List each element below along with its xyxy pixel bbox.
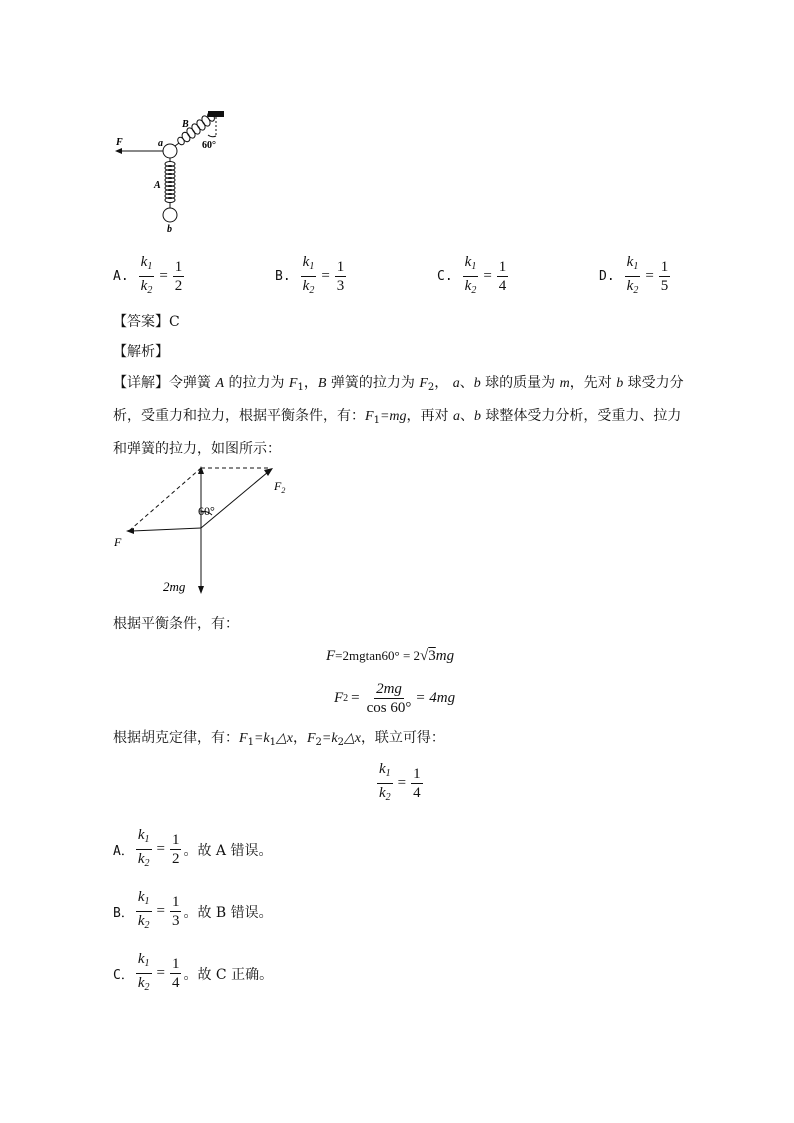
option-1: [275, 253, 348, 300]
conclusion-right-fraction: [170, 831, 182, 868]
fraction-denominator: 4: [413, 785, 421, 801]
conclusion-2: [113, 950, 273, 997]
conclusion-left-fraction: [136, 888, 152, 935]
var-b: b: [616, 376, 624, 391]
label-F2: $F_2$: [274, 479, 286, 495]
fraction-numerator: $k_1$: [136, 888, 152, 912]
hooke-text: 根据胡克定律，有：: [113, 730, 239, 746]
label-B: B: [182, 119, 189, 130]
formula2-lhs: F: [334, 690, 344, 706]
ball-b: [163, 208, 177, 222]
option-2: [437, 253, 510, 300]
conclusion-0: [113, 826, 272, 873]
option-3: [599, 253, 672, 300]
var-F1: F: [239, 731, 248, 746]
subscript: 1: [373, 415, 380, 426]
conclusion-letter: B．: [113, 906, 134, 921]
conclusion-letter: C．: [113, 968, 134, 983]
detail-text: 、: [459, 408, 474, 424]
angle-label-2: 60°: [198, 504, 215, 518]
spring-a-coil: [165, 158, 175, 208]
equals-sign: =: [321, 268, 330, 284]
sqrt-symbol: √: [420, 648, 429, 664]
fraction-numerator: 1: [498, 259, 507, 275]
conclusion-text: 。故 C 正确。: [183, 966, 274, 983]
ball-a: [163, 144, 177, 158]
fraction-denominator: $k_2$: [302, 278, 315, 296]
fraction-numerator: $k_1$: [139, 253, 155, 277]
option-letter: B.: [275, 269, 291, 284]
hooke-line: [113, 728, 445, 753]
fraction-numerator: 1: [660, 259, 669, 275]
fraction-numerator: 2mg: [376, 681, 402, 697]
label-b: b: [167, 224, 172, 234]
ceiling-block: [208, 111, 224, 117]
fraction-denominator: 5: [660, 278, 669, 294]
equals-sign: =: [483, 268, 492, 284]
fraction-numerator: $k_1$: [301, 253, 317, 277]
result-right-fraction: [411, 765, 423, 802]
var-F1: F: [365, 409, 374, 424]
fraction-denominator: 4: [171, 975, 180, 991]
fraction-denominator: $k_2$: [379, 785, 391, 803]
conclusion-right-fraction: [170, 893, 182, 930]
equals-sign: =: [156, 965, 165, 981]
detail-text: ，先对: [569, 375, 617, 391]
option-letter: D.: [599, 269, 615, 284]
delta-x: △x: [343, 731, 361, 746]
spring-ball-figure: [112, 108, 232, 234]
conclusion-left-fraction: [136, 826, 152, 873]
fraction-denominator: $k_2$: [140, 278, 153, 296]
fraction-numerator: $k_1$: [625, 253, 641, 277]
option-0: [113, 253, 186, 300]
label-A: A: [154, 180, 161, 191]
conclusion-left-fraction: [136, 950, 152, 997]
f2-vector: [201, 472, 268, 528]
fraction-denominator: $k_2$: [137, 975, 150, 993]
angle-label: 60°: [202, 140, 216, 151]
conclusion-1: [113, 888, 273, 935]
subscript: 2: [427, 382, 435, 393]
fraction-denominator: 2: [174, 278, 183, 294]
formula2-fraction: [365, 680, 414, 717]
formula1-mid: =2mgtan60° = 2: [335, 648, 421, 663]
detail-text: 弹簧的拉力为: [326, 375, 420, 391]
detail-text: 球受力分析，受重力和拉力，根据平衡条件，有：: [113, 375, 684, 424]
detail-paragraph: [113, 369, 685, 463]
label-a: a: [158, 138, 163, 149]
analysis-heading: 【解析】: [113, 344, 169, 360]
equals-sign: =: [159, 268, 168, 284]
equals-sign: =: [645, 268, 654, 284]
var-F1: F: [288, 376, 298, 391]
var-b: b: [473, 409, 481, 424]
subscript: 1: [247, 737, 254, 748]
force-diagram: [108, 460, 298, 602]
subscript: 2: [337, 737, 344, 748]
option-letter: A.: [113, 269, 129, 284]
f-vector: [132, 528, 201, 531]
subscript: 1: [269, 737, 276, 748]
formula-2: [334, 680, 455, 717]
detail-text: 、: [459, 375, 474, 391]
detail-text: 球整体受力分析，受重力、拉力和弹簧的拉力，如图所示：: [113, 408, 682, 457]
fraction-denominator: $k_2$: [464, 278, 477, 296]
label-F: F: [116, 137, 123, 148]
var-b: b: [473, 376, 481, 391]
var-F2: F: [306, 731, 316, 746]
fraction-numerator: $k_1$: [136, 950, 152, 974]
option-right-fraction: [659, 258, 671, 295]
result-left-fraction: [377, 760, 393, 807]
equals-sign: =: [156, 841, 165, 857]
var-k: =k: [253, 731, 270, 746]
subscript: 2: [343, 693, 349, 704]
sqrt-value: 3: [428, 648, 436, 664]
conclusion-text: 。故 B 错误。: [183, 904, 273, 921]
fraction-numerator: $k_1$: [377, 760, 393, 784]
option-left-fraction: [139, 253, 155, 300]
subscript: 1: [297, 382, 304, 393]
f-arrowhead: [126, 528, 134, 534]
dashed-left: [130, 468, 201, 530]
fraction-numerator: 1: [171, 894, 180, 910]
fraction-numerator: 1: [171, 832, 180, 848]
result-formula: [375, 760, 425, 807]
conclusion-letter: A．: [113, 844, 134, 859]
fraction-denominator: 4: [498, 278, 507, 294]
hooke-text: ，联立可得：: [360, 730, 445, 746]
detail-text: ，: [434, 375, 453, 391]
var-A: A: [215, 376, 225, 391]
option-left-fraction: [625, 253, 641, 300]
answer-label: 【答案】: [113, 314, 169, 330]
detail-text: ，: [303, 375, 318, 391]
fraction-denominator: 2: [171, 851, 180, 867]
var-m: m: [559, 376, 570, 391]
equals-sign: =: [156, 903, 165, 919]
fraction-numerator: $k_1$: [463, 253, 479, 277]
var-a: a: [452, 409, 460, 424]
fraction-numerator: 1: [336, 259, 345, 275]
formula2-eq: =: [351, 690, 360, 706]
fraction-denominator: $k_2$: [626, 278, 639, 296]
option-right-fraction: [173, 258, 185, 295]
var-k: =k: [321, 731, 338, 746]
formula1-tail: mg: [435, 648, 455, 664]
separator: ，: [292, 730, 307, 746]
option-right-fraction: [497, 258, 509, 295]
balance-text: 根据平衡条件，有：: [113, 616, 239, 632]
gravity-arrowhead: [198, 586, 204, 594]
detail-text: 的拉力为: [224, 375, 289, 391]
option-left-fraction: [463, 253, 479, 300]
conclusion-text: 。故 A 错误。: [183, 842, 273, 859]
answer-value: C: [169, 314, 180, 330]
formula2-rhs: = 4mg: [415, 690, 456, 706]
fraction-denominator: 3: [336, 278, 345, 294]
formula1-lhs: F: [326, 648, 336, 664]
angle-arc: [208, 135, 216, 137]
label-F-fig2: F: [114, 535, 122, 549]
option-left-fraction: [301, 253, 317, 300]
detail-label: 【详解】: [113, 375, 169, 391]
fraction-denominator: 3: [171, 913, 180, 929]
var-a: a: [452, 376, 460, 391]
detail-text: 球的质量为: [480, 375, 560, 391]
detail-text: 令弹簧: [169, 375, 216, 391]
var-F2: F: [419, 376, 428, 391]
label-2mg: 2mg: [163, 579, 186, 594]
eq-mg: =mg: [379, 409, 407, 424]
fraction-denominator: $k_2$: [137, 913, 150, 931]
formula-1: [326, 648, 454, 665]
delta-x: △x: [275, 731, 293, 746]
conclusion-right-fraction: [170, 955, 182, 992]
subscript: 2: [315, 737, 322, 748]
option-letter: C.: [437, 269, 453, 284]
fraction-numerator: 1: [174, 259, 183, 275]
fraction-numerator: $k_1$: [136, 826, 152, 850]
equals-sign: =: [397, 775, 407, 791]
var-B: B: [317, 376, 327, 391]
answer-line: [113, 312, 180, 332]
fraction-denominator: $k_2$: [137, 851, 150, 869]
fraction-denominator: cos 60°: [366, 700, 412, 716]
force-f-arrowhead: [115, 148, 122, 154]
detail-text: ，再对: [406, 408, 453, 424]
option-right-fraction: [335, 258, 347, 295]
fraction-numerator: 1: [413, 766, 421, 782]
fraction-numerator: 1: [171, 956, 180, 972]
